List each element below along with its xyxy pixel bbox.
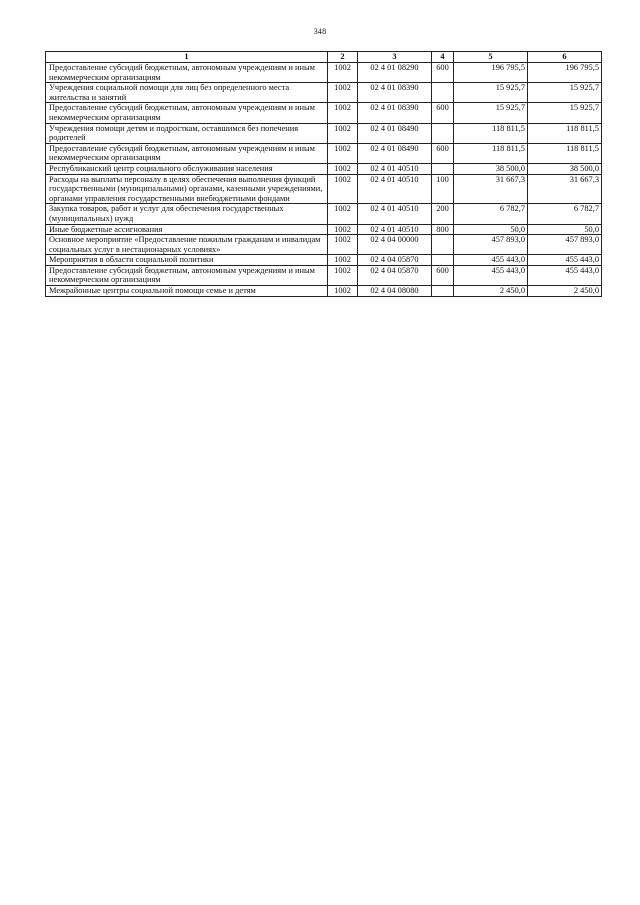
row-section: 1002	[328, 265, 358, 285]
row-type	[432, 163, 454, 174]
row-name: Учреждения помощи детям и подросткам, оставшимся без попечения родителей	[46, 123, 328, 143]
row-value-1: 455 443,0	[454, 265, 528, 285]
row-name: Предоставление субсидий бюджетным, автономным учреждениям и иным некоммерческим организациям	[46, 265, 328, 285]
row-value-2: 455 443,0	[528, 265, 602, 285]
row-section: 1002	[328, 163, 358, 174]
row-value-2: 196 795,5	[528, 63, 602, 83]
row-value-1: 457 893,0	[454, 235, 528, 255]
row-type	[432, 255, 454, 266]
row-code: 02 4 01 40510	[358, 163, 432, 174]
header-col-5: 5	[454, 52, 528, 63]
row-name: Иные бюджетные ассигнования	[46, 224, 328, 235]
row-value-1: 15 925,7	[454, 83, 528, 103]
row-code: 02 4 01 40510	[358, 224, 432, 235]
row-value-2: 6 782,7	[528, 204, 602, 224]
table-row	[46, 123, 602, 143]
row-value-2: 118 811,5	[528, 143, 602, 163]
row-section: 1002	[328, 204, 358, 224]
row-section: 1002	[328, 63, 358, 83]
page-number: 348	[313, 27, 327, 36]
row-name: Мероприятия в области социальной политики	[46, 255, 328, 266]
row-type	[432, 123, 454, 143]
row-name: Учреждения социальной помощи для лиц без определенного места жительства и занятий	[46, 83, 328, 103]
header-col-6: 6	[528, 52, 602, 63]
row-type: 600	[432, 63, 454, 83]
row-type	[432, 235, 454, 255]
row-section: 1002	[328, 174, 358, 204]
budget-table	[45, 51, 602, 297]
row-name: Закупка товаров, работ и услуг для обеспечения государственных (муниципальных) нужд	[46, 204, 328, 224]
row-section: 1002	[328, 255, 358, 266]
row-value-2: 15 925,7	[528, 103, 602, 123]
header-col-2: 2	[328, 52, 358, 63]
row-code: 02 4 04 05870	[358, 265, 432, 285]
row-section: 1002	[328, 143, 358, 163]
row-value-1: 15 925,7	[454, 103, 528, 123]
table-row	[46, 143, 602, 163]
table-row	[46, 265, 602, 285]
row-type	[432, 286, 454, 297]
table-body	[46, 63, 602, 297]
row-value-1: 118 811,5	[454, 123, 528, 143]
row-code: 02 4 04 08080	[358, 286, 432, 297]
row-type: 100	[432, 174, 454, 204]
table-row	[46, 83, 602, 103]
row-code: 02 4 01 40510	[358, 204, 432, 224]
row-value-2: 457 893,0	[528, 235, 602, 255]
row-section: 1002	[328, 286, 358, 297]
row-type: 800	[432, 224, 454, 235]
row-value-1: 2 450,0	[454, 286, 528, 297]
row-section: 1002	[328, 224, 358, 235]
row-section: 1002	[328, 83, 358, 103]
row-code: 02 4 01 08290	[358, 63, 432, 83]
table-row	[46, 174, 602, 204]
row-value-2: 50,0	[528, 224, 602, 235]
header-col-3: 3	[358, 52, 432, 63]
row-value-2: 118 811,5	[528, 123, 602, 143]
row-type: 200	[432, 204, 454, 224]
table-row	[46, 224, 602, 235]
row-code: 02 4 01 08490	[358, 123, 432, 143]
row-value-2: 38 500,0	[528, 163, 602, 174]
header-row	[46, 52, 602, 63]
row-name: Предоставление субсидий бюджетным, автономным учреждениям и иным некоммерческим организациям	[46, 103, 328, 123]
row-name: Расходы на выплаты персоналу в целях обеспечения выполнения функций государственными (муниципальными) органами, казенными учреждениями, органами управления государственными внебюджетными фондами	[46, 174, 328, 204]
table-row	[46, 163, 602, 174]
row-value-1: 31 667,3	[454, 174, 528, 204]
row-code: 02 4 01 08390	[358, 83, 432, 103]
row-name: Предоставление субсидий бюджетным, автономным учреждениям и иным некоммерческим организациям	[46, 63, 328, 83]
row-name: Основное мероприятие «Предоставление пожилым гражданам и инвалидам социальных услуг в нестационарных условиях»	[46, 235, 328, 255]
row-code: 02 4 01 08390	[358, 103, 432, 123]
table-row	[46, 204, 602, 224]
table-row	[46, 63, 602, 83]
table-header	[46, 52, 602, 63]
row-value-1: 38 500,0	[454, 163, 528, 174]
row-name: Республиканский центр социального обслуживания населения	[46, 163, 328, 174]
row-type: 600	[432, 103, 454, 123]
row-section: 1002	[328, 103, 358, 123]
header-col-1: 1	[46, 52, 328, 63]
row-value-1: 455 443,0	[454, 255, 528, 266]
table-row	[46, 103, 602, 123]
row-name: Межрайонные центры социальной помощи семье и детям	[46, 286, 328, 297]
row-type: 600	[432, 143, 454, 163]
table-row	[46, 235, 602, 255]
row-code: 02 4 01 08490	[358, 143, 432, 163]
row-value-2: 2 450,0	[528, 286, 602, 297]
header-col-4: 4	[432, 52, 454, 63]
row-value-1: 50,0	[454, 224, 528, 235]
row-code: 02 4 04 05870	[358, 255, 432, 266]
row-name: Предоставление субсидий бюджетным, автономным учреждениям и иным некоммерческим организациям	[46, 143, 328, 163]
row-code: 02 4 01 40510	[358, 174, 432, 204]
row-value-2: 455 443,0	[528, 255, 602, 266]
row-value-1: 6 782,7	[454, 204, 528, 224]
row-section: 1002	[328, 235, 358, 255]
row-value-2: 31 667,3	[528, 174, 602, 204]
table-row	[46, 255, 602, 266]
row-value-2: 15 925,7	[528, 83, 602, 103]
row-type: 600	[432, 265, 454, 285]
row-value-1: 196 795,5	[454, 63, 528, 83]
table-row	[46, 286, 602, 297]
row-type	[432, 83, 454, 103]
row-section: 1002	[328, 123, 358, 143]
row-code: 02 4 04 00000	[358, 235, 432, 255]
row-value-1: 118 811,5	[454, 143, 528, 163]
